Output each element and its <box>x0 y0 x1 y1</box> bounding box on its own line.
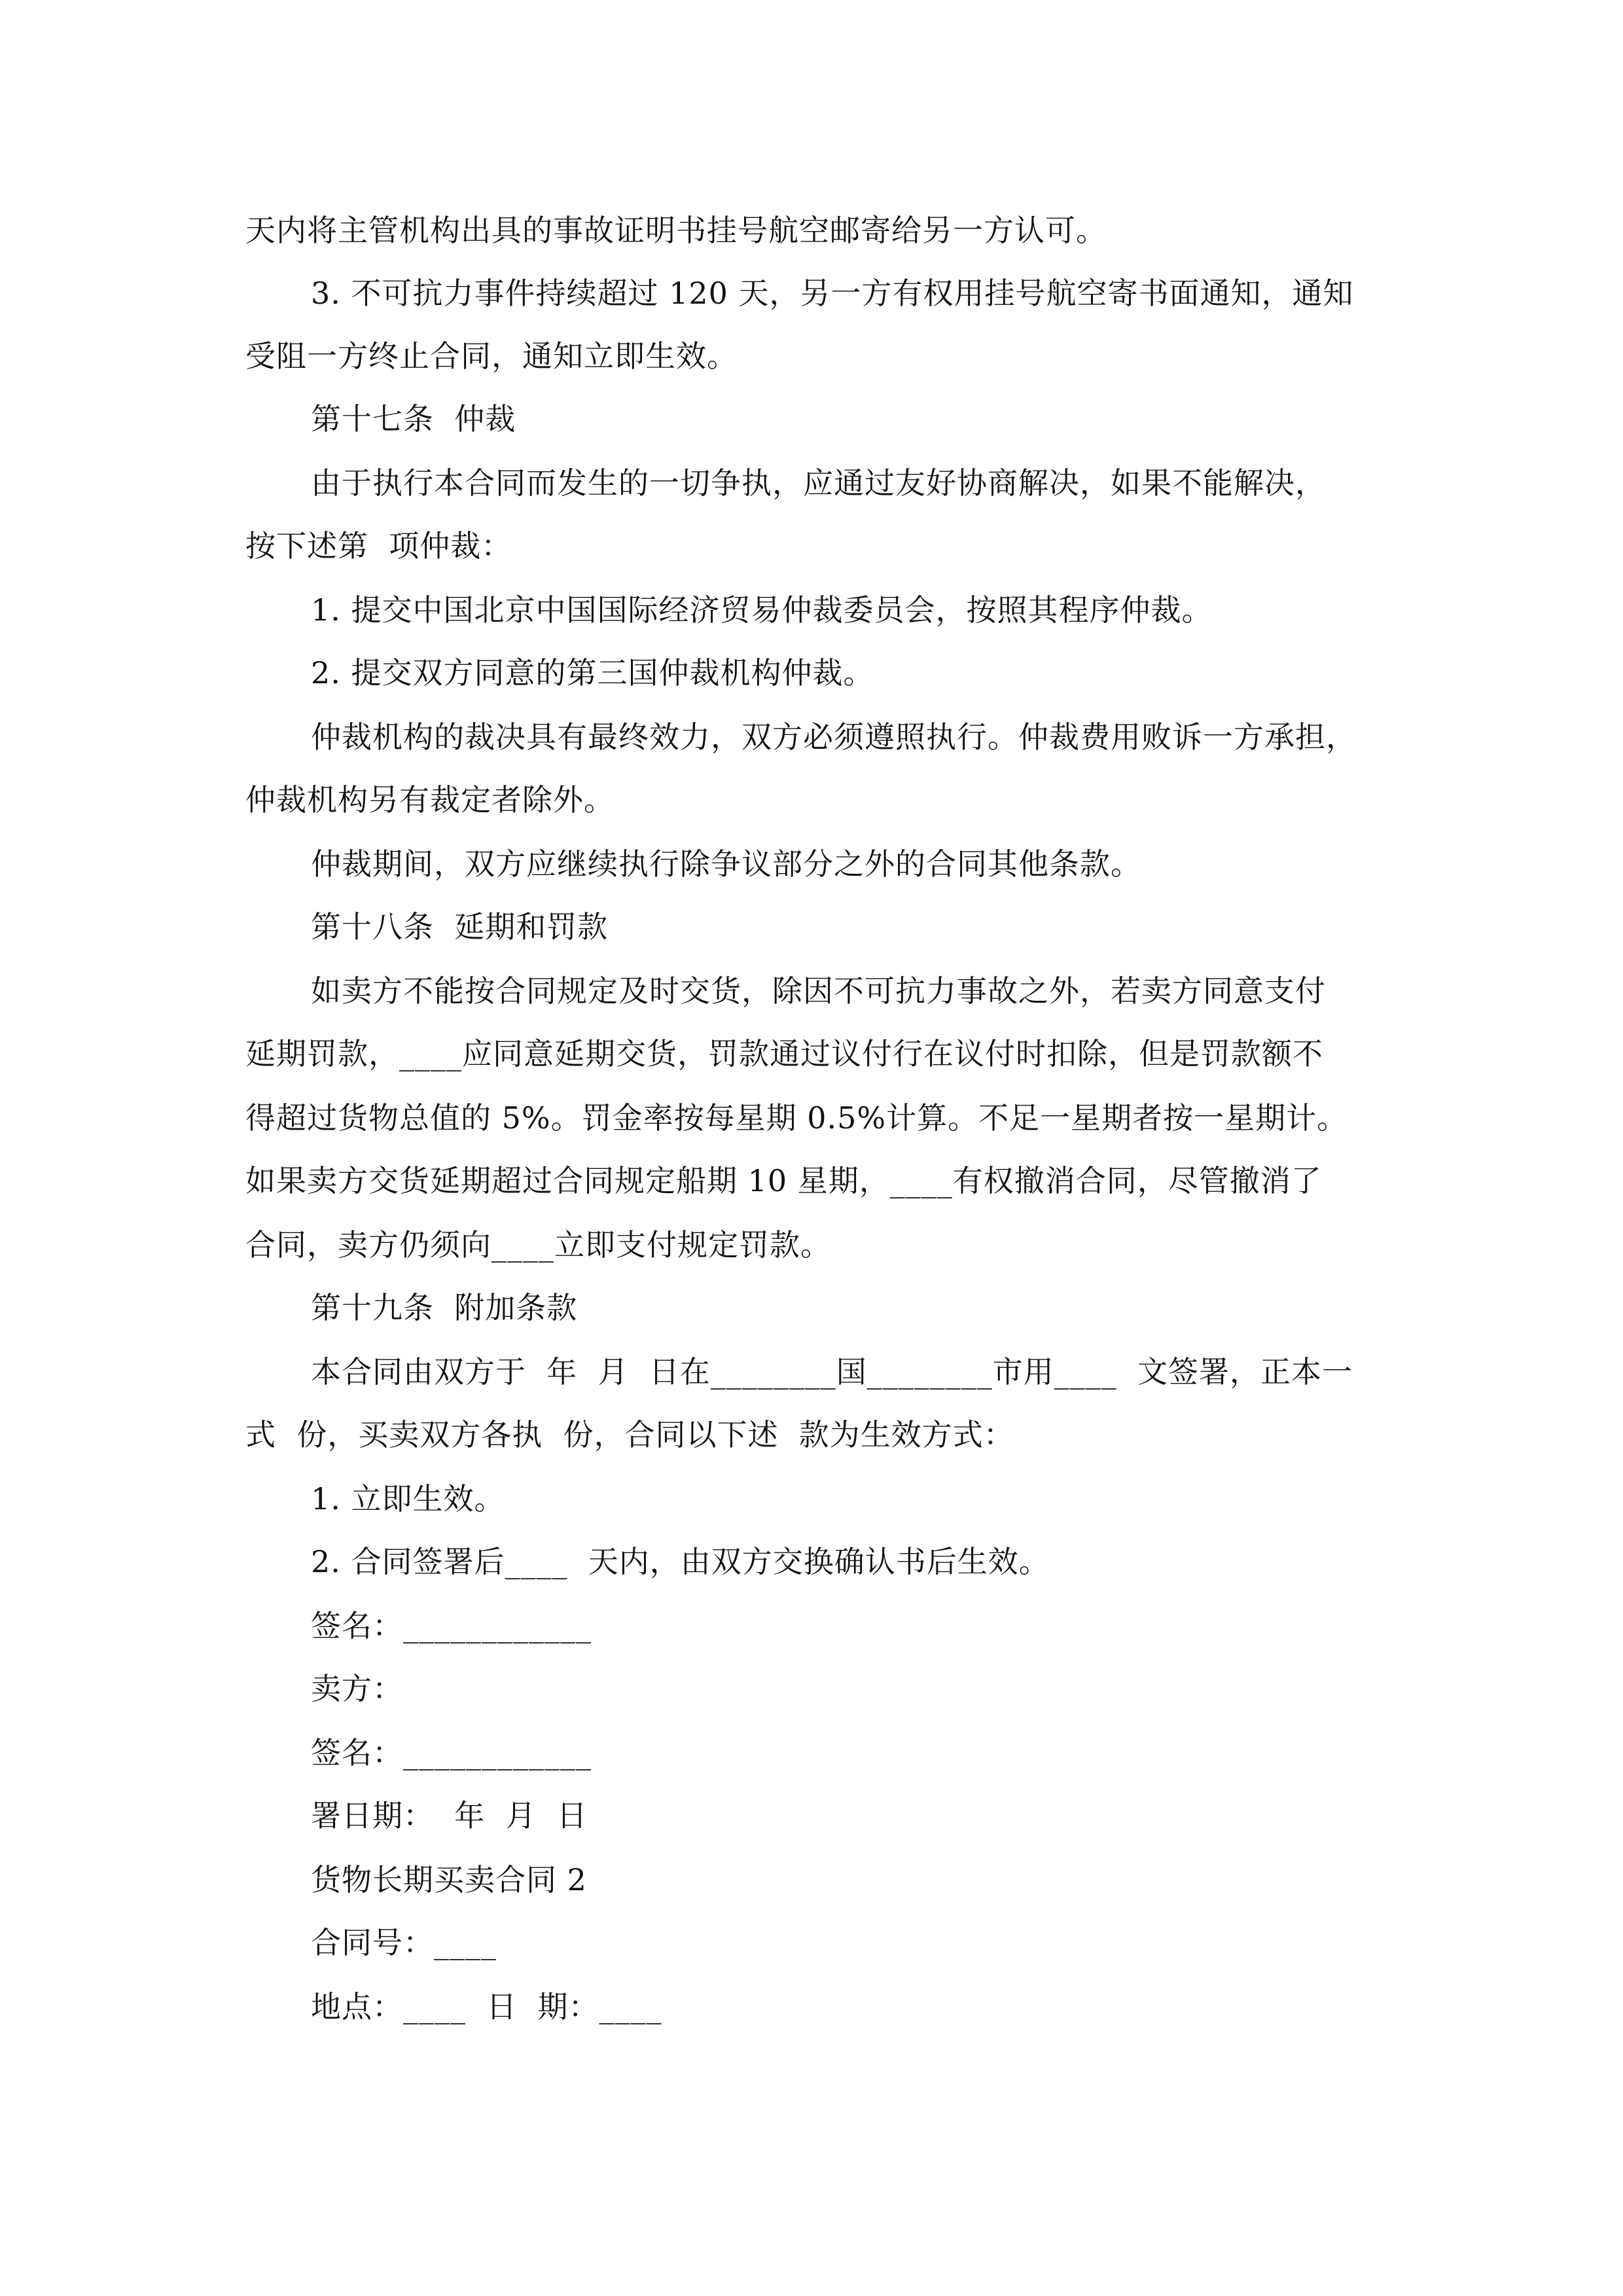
date-line: 署日期： 年 月 日 <box>311 1798 588 1833</box>
signature-line: 签名：____________ <box>311 1608 592 1643</box>
list-item: 2. 合同签署后____ 天内，由双方交换确认书后生效。 <box>311 1544 1050 1579</box>
party-label: 卖方： <box>311 1671 403 1706</box>
paragraph-line: 式 份，买卖双方各执 份，合同以下述 款为生效方式： <box>245 1417 1014 1452</box>
paragraph-line: 延期罚款，____应同意延期交货，罚款通过议付行在议付时扣除，但是罚款额不 <box>245 1036 1323 1071</box>
signature-line: 签名：____________ <box>311 1735 592 1770</box>
list-item: 2. 提交双方同意的第三国仲裁机构仲裁。 <box>311 655 874 691</box>
document-title: 货物长期买卖合同 2 <box>311 1862 587 1897</box>
paragraph-line: 本合同由双方于 年 月 日在________国________市用____ 文签署，正本一 <box>311 1354 1353 1390</box>
paragraph-line: 如果卖方交货延期超过合同规定船期 10 星期，____有权撤消合同，尽管撤消了 <box>245 1163 1322 1198</box>
paragraph-line: 仲裁机构的裁决具有最终效力，双方必须遵照执行。仲裁费用败诉一方承担， <box>311 719 1357 755</box>
paragraph-line: 天内将主管机构出具的事故证明书挂号航空邮寄给另一方认可。 <box>245 213 1107 248</box>
paragraph-line: 仲裁期间，双方应继续执行除争议部分之外的合同其他条款。 <box>311 846 1141 882</box>
paragraph-line: 得超过货物总值的 5%。罚金率按每星期 0.5%计算。不足一星期者按一星期计。 <box>245 1100 1348 1136</box>
contract-number-line: 合同号：____ <box>311 1925 497 1960</box>
paragraph-line: 如卖方不能按合同规定及时交货，除因不可抗力事故之外，若卖方同意支付 <box>311 973 1326 1009</box>
paragraph-line: 3. 不可抗力事件持续超过 120 天，另一方有权用挂号航空寄书面通知，通知 <box>311 276 1354 311</box>
section-heading: 第十七条 仲裁 <box>311 401 516 437</box>
list-item: 1. 立即生效。 <box>311 1481 505 1516</box>
paragraph-line: 由于执行本合同而发生的一切争执，应通过友好协商解决，如果不能解决， <box>311 465 1326 501</box>
place-date-line: 地点：____ 日 期：____ <box>311 1989 662 2024</box>
paragraph-line: 仲裁机构另有裁定者除外。 <box>245 782 615 817</box>
paragraph-line: 按下述第 项仲裁： <box>245 528 512 564</box>
section-heading: 第十八条 延期和罚款 <box>311 909 609 944</box>
paragraph-line: 受阻一方终止合同，通知立即生效。 <box>245 338 738 374</box>
paragraph-line: 合同，卖方仍须向____立即支付规定罚款。 <box>245 1227 831 1263</box>
section-heading: 第十九条 附加条款 <box>311 1290 578 1325</box>
list-item: 1. 提交中国北京中国国际经济贸易仲裁委员会，按照其程序仲裁。 <box>311 592 1213 628</box>
